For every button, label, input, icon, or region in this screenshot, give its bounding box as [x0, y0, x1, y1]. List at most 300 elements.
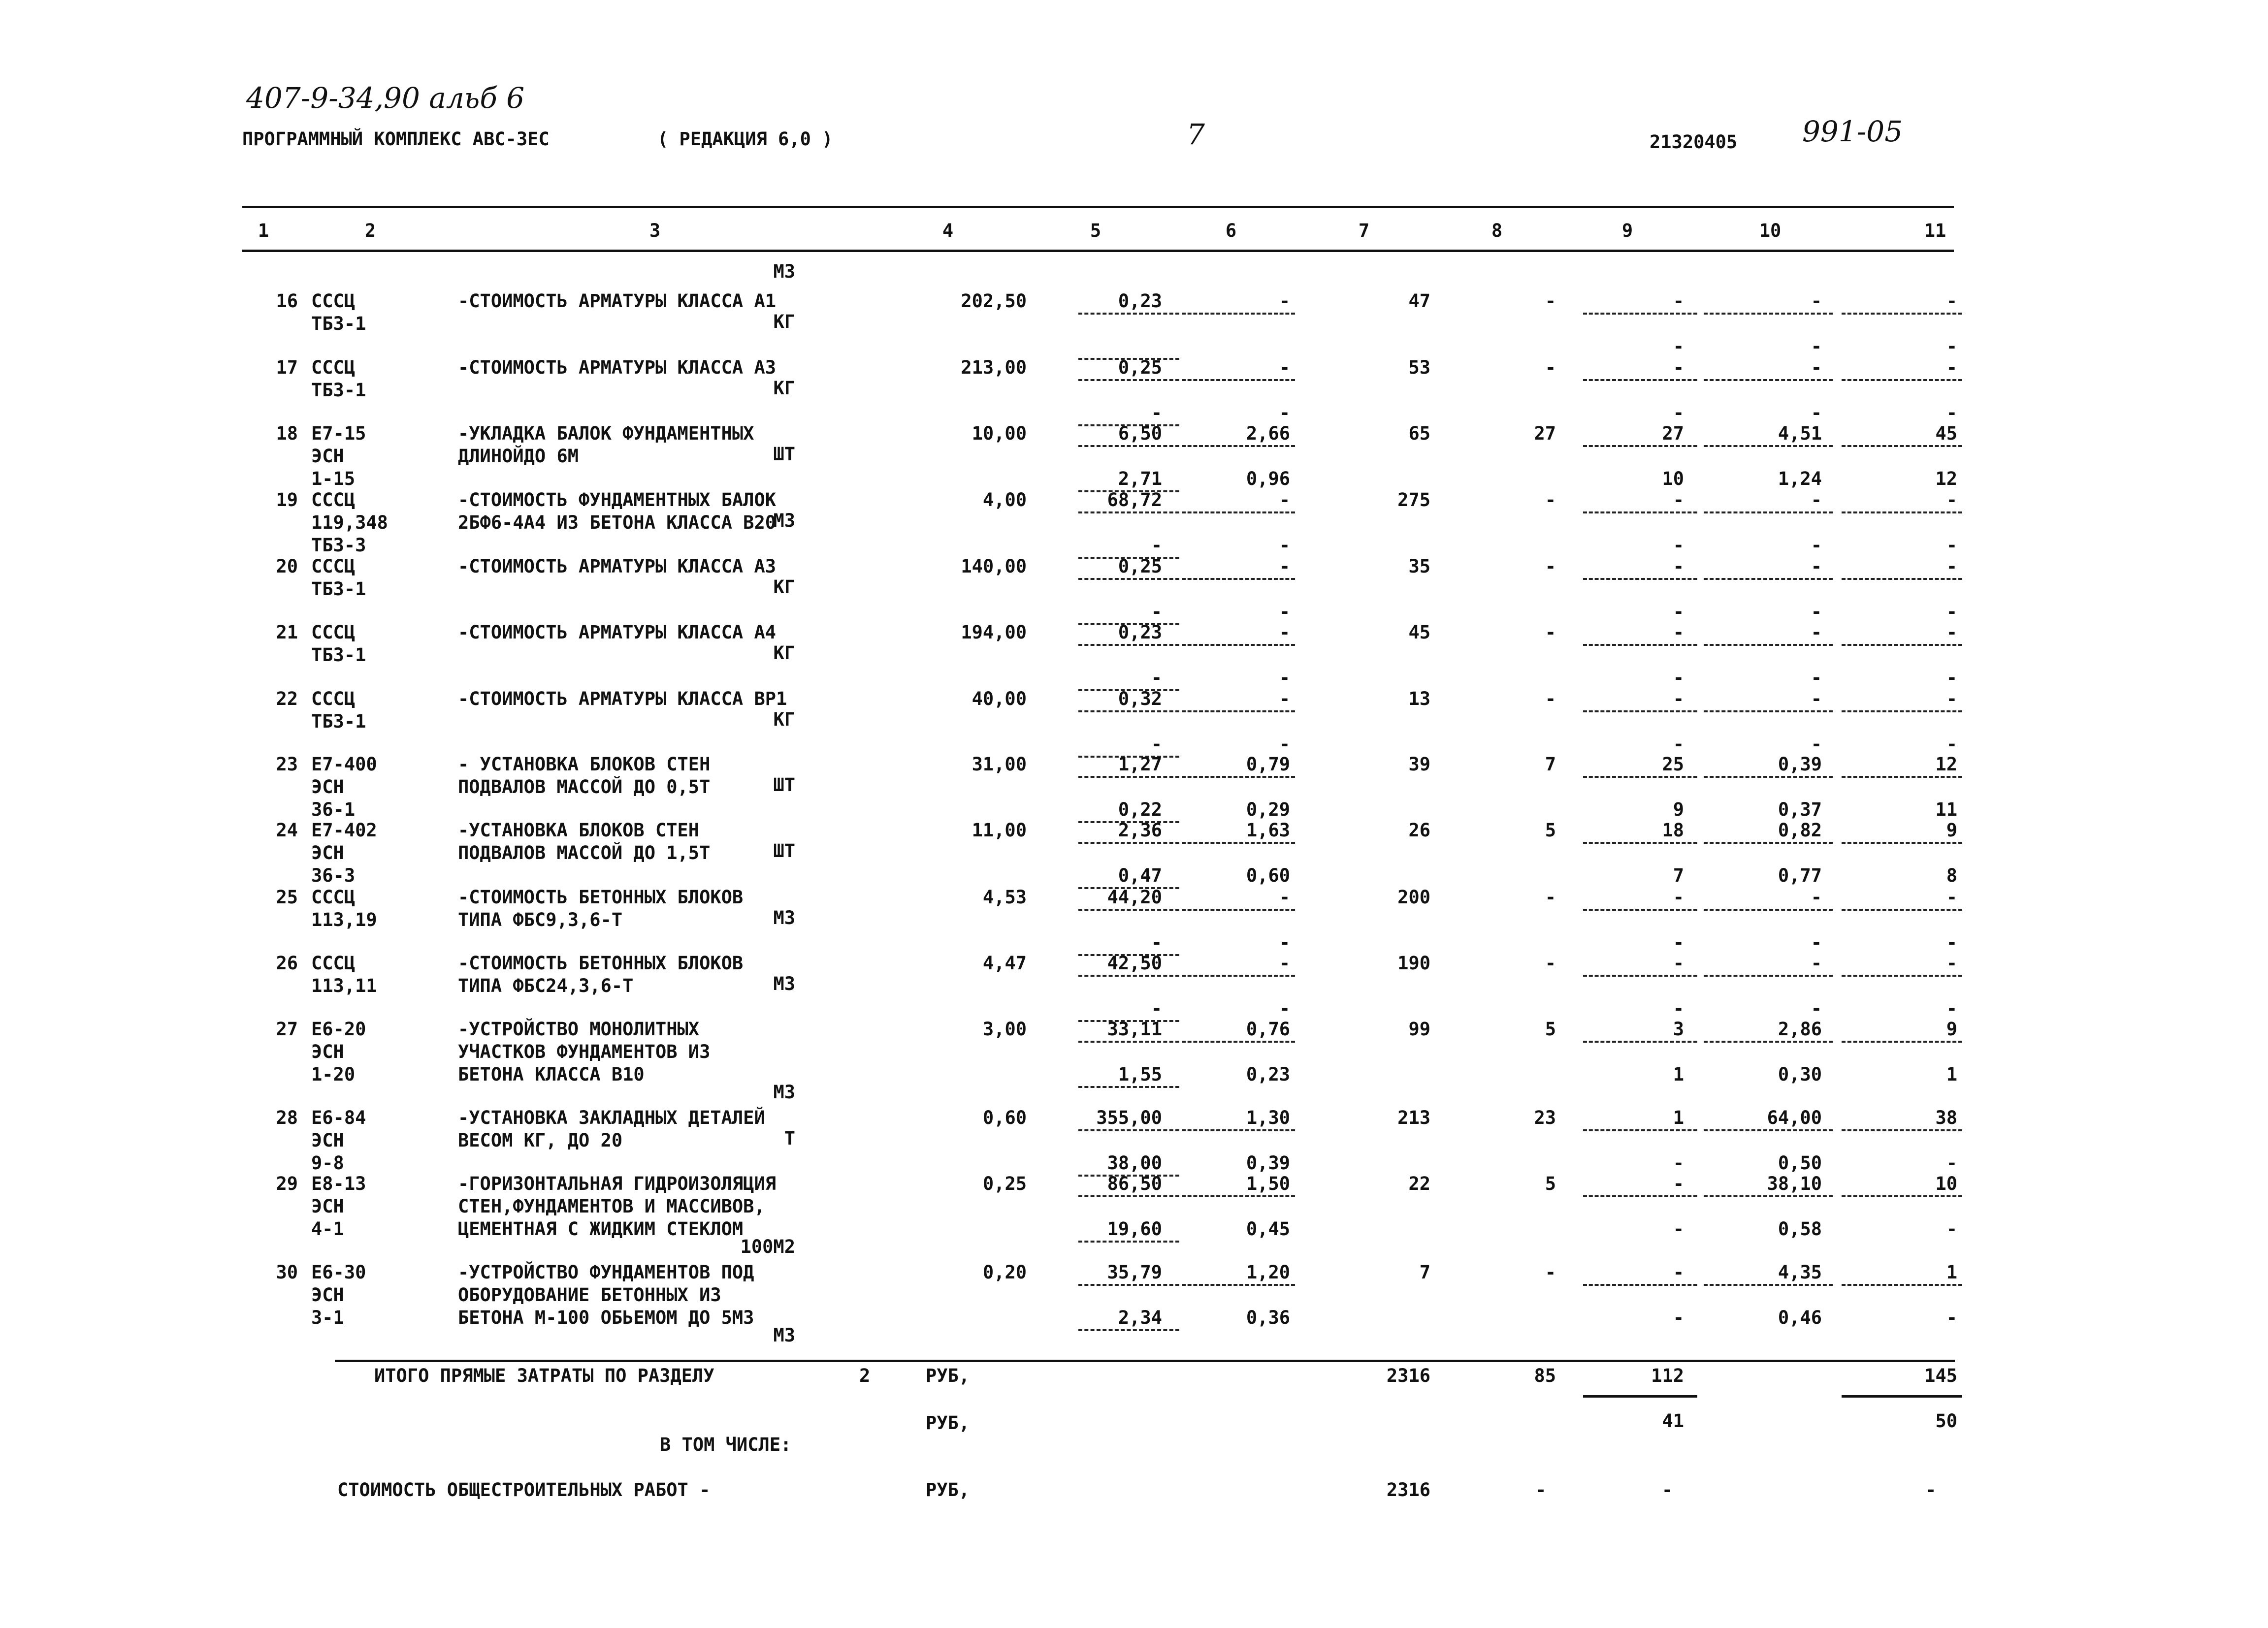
cell-rule [1583, 1284, 1697, 1286]
rate-code: ЭСН [311, 1284, 344, 1306]
quantity: 3,00 [982, 1019, 1027, 1040]
general-works-wage: - [1535, 1479, 1547, 1500]
total-wage: 27 [1534, 423, 1556, 444]
unit-cost: 35,79 [1107, 1262, 1162, 1283]
rate-code: СССЦ [311, 887, 356, 908]
total-wage: - [1545, 290, 1556, 312]
work-description: -СТОИМОСТЬ БЕТОННЫХ БЛОКОВ [458, 953, 744, 974]
total-cost: 47 [1408, 290, 1430, 312]
rate-code: ТБЗ-3 [311, 535, 366, 556]
quantity: 0,25 [982, 1173, 1027, 1194]
unit-label: КГ [773, 311, 795, 332]
total-cost: 26 [1408, 820, 1430, 841]
machine-total: 25 [1662, 754, 1684, 775]
unit-cost: 355,00 [1096, 1107, 1162, 1128]
cell-rule [1704, 842, 1833, 844]
unit-cost: 68,72 [1107, 489, 1162, 511]
cell-rule [1583, 1195, 1697, 1197]
rate-code: ЭСН [311, 776, 344, 798]
cell-rule [1704, 511, 1833, 513]
work-description: -СТОИМОСТЬ БЕТОННЫХ БЛОКОВ [458, 887, 744, 908]
rate-code: Е7-15 [311, 423, 366, 444]
total-wage: - [1545, 556, 1556, 577]
unit-label: М3 [773, 907, 795, 928]
unit-label: ШТ [773, 774, 795, 796]
totals-wage: 85 [1534, 1365, 1556, 1386]
labor-per-unit-2: 0,50 [1778, 1152, 1822, 1174]
unit-wage: - [1151, 535, 1162, 556]
labor-total-2: - [1946, 1218, 1957, 1240]
row-number: 18 [276, 423, 298, 444]
cell-rule [1182, 578, 1295, 580]
labor-total: - [1946, 556, 1957, 577]
row-number: 29 [276, 1173, 298, 1194]
cell-rule [1583, 975, 1697, 977]
machine-total: 27 [1662, 423, 1684, 444]
cell-rule [1842, 644, 1962, 646]
machine-wage: 0,45 [1246, 1218, 1290, 1240]
machine-total: 1 [1673, 1107, 1684, 1128]
labor-per-unit: - [1811, 290, 1822, 312]
unit-cost: 86,50 [1107, 1173, 1162, 1194]
cell-rule [1182, 909, 1295, 911]
cell-rule [1842, 379, 1962, 381]
unit-wage: - [1151, 932, 1162, 953]
machine-total-wage: 7 [1673, 865, 1684, 886]
cell-rule [1078, 1241, 1179, 1243]
quantity: 0,20 [982, 1262, 1027, 1283]
rate-code: ТБЗ-1 [311, 711, 366, 732]
work-description: -СТОИМОСТЬ АРМАТУРЫ КЛАССА ВР1 [458, 688, 787, 709]
machine-total-wage: - [1673, 734, 1684, 755]
labor-total-2: - [1946, 336, 1957, 357]
labor-per-unit: - [1811, 688, 1822, 709]
labor-per-unit: - [1811, 887, 1822, 908]
row-number: 21 [276, 622, 298, 643]
rate-code: СССЦ [311, 290, 356, 312]
unit-cost: 2,36 [1118, 820, 1162, 841]
rate-code: Е6-20 [311, 1019, 366, 1040]
total-wage: - [1545, 953, 1556, 974]
unit-cost: 0,32 [1118, 688, 1162, 709]
labor-total-2: - [1946, 998, 1957, 1019]
rate-code: 9-8 [311, 1152, 344, 1174]
rate-code: ТБЗ-1 [311, 644, 366, 666]
cell-rule [1078, 1041, 1179, 1043]
totals-labor: 145 [1924, 1365, 1957, 1386]
quantity: 4,47 [982, 953, 1027, 974]
machine-total-wage: - [1673, 336, 1684, 357]
labor-per-unit-2: 0,37 [1778, 799, 1822, 820]
machine-total-wage: 9 [1673, 799, 1684, 820]
total-cost: 35 [1408, 556, 1430, 577]
labor-total-2: - [1946, 402, 1957, 423]
machine-total-wage: - [1673, 932, 1684, 953]
work-description: ПОДВАЛОВ МАССОЙ ДО 1,5Т [458, 842, 711, 863]
total-wage: 5 [1545, 1019, 1556, 1040]
unit-wage: 0,22 [1118, 799, 1162, 820]
labor-per-unit: 64,00 [1767, 1107, 1822, 1128]
cell-rule [1078, 1329, 1179, 1331]
machine-cost: 1,20 [1246, 1262, 1290, 1283]
cell-rule [1078, 1284, 1179, 1286]
machine-total-wage: - [1673, 601, 1684, 622]
cell-rule [1078, 710, 1179, 712]
machine-wage: 0,23 [1246, 1064, 1290, 1085]
row-number: 24 [276, 820, 298, 841]
quantity: 194,00 [961, 622, 1027, 643]
currency-label: РУБ, [926, 1412, 970, 1434]
work-description: -СТОИМОСТЬ АРМАТУРЫ КЛАССА А1 [458, 290, 777, 312]
unit-label: М3 [773, 261, 795, 282]
row-number: 22 [276, 688, 298, 709]
unit-label: КГ [773, 576, 795, 598]
rate-code: 4-1 [311, 1218, 344, 1240]
machine-cost: - [1279, 556, 1290, 577]
labor-per-unit: 0,82 [1778, 820, 1822, 841]
cell-rule [1182, 445, 1295, 447]
unit-cost: 0,25 [1118, 556, 1162, 577]
work-description: -СТОИМОСТЬ АРМАТУРЫ КЛАССА А4 [458, 622, 777, 643]
unit-cost: 0,23 [1118, 290, 1162, 312]
totals-subrule [1842, 1395, 1962, 1398]
rate-code: 36-1 [311, 799, 356, 820]
unit-wage: - [1151, 402, 1162, 423]
cell-rule [1842, 1195, 1962, 1197]
machine-wage: 0,60 [1246, 865, 1290, 886]
rate-code: СССЦ [311, 556, 356, 577]
machine-wage: - [1279, 402, 1290, 423]
rate-code: СССЦ [311, 953, 356, 974]
machine-total: - [1673, 622, 1684, 643]
machine-total: 18 [1662, 820, 1684, 841]
cell-rule [1182, 1284, 1295, 1286]
work-description: -УСТАНОВКА ЗАКЛАДНЫХ ДЕТАЛЕЙ [458, 1107, 765, 1128]
quantity: 11,00 [972, 820, 1027, 841]
work-description: - УСТАНОВКА БЛОКОВ СТЕН [458, 754, 711, 775]
quantity: 4,53 [982, 887, 1027, 908]
labor-total: - [1946, 290, 1957, 312]
row-number: 28 [276, 1107, 298, 1128]
cell-rule [1704, 445, 1833, 447]
unit-wage: - [1151, 667, 1162, 688]
row-number: 17 [276, 357, 298, 378]
cell-rule [1842, 909, 1962, 911]
unit-label: М3 [773, 973, 795, 994]
unit-cost: 33,11 [1107, 1019, 1162, 1040]
machine-wage: - [1279, 601, 1290, 622]
machine-cost: - [1279, 953, 1290, 974]
labor-per-unit: 4,35 [1778, 1262, 1822, 1283]
work-description: -УКЛАДКА БАЛОК ФУНДАМЕНТНЫХ [458, 423, 754, 444]
column-header-9: 9 [1621, 220, 1633, 241]
rate-code: СССЦ [311, 357, 356, 378]
total-wage: - [1545, 1262, 1556, 1283]
totals-rule [335, 1360, 1955, 1362]
cell-rule [1704, 710, 1833, 712]
unit-label: М3 [773, 1325, 795, 1346]
column-header-3: 3 [649, 220, 661, 241]
work-description: ЦЕМЕНТНАЯ С ЖИДКИМ СТЕКЛОМ [458, 1218, 744, 1240]
work-description: ВЕСОМ КГ, ДО 20 [458, 1130, 623, 1151]
total-wage: 23 [1534, 1107, 1556, 1128]
labor-per-unit-2: - [1811, 601, 1822, 622]
rate-code: Е7-402 [311, 820, 377, 841]
total-wage: - [1545, 688, 1556, 709]
cell-rule [1583, 379, 1697, 381]
cell-rule [1704, 975, 1833, 977]
labor-total: - [1946, 357, 1957, 378]
column-header-11: 11 [1924, 220, 1946, 241]
cell-rule [1704, 578, 1833, 580]
cell-rule [1583, 710, 1697, 712]
work-description: ТИПА ФБС24,3,6-Т [458, 975, 634, 996]
cell-rule [1842, 445, 1962, 447]
total-wage: - [1545, 887, 1556, 908]
rate-code: 113,19 [311, 909, 377, 930]
machine-cost: - [1279, 290, 1290, 312]
cell-rule [1842, 578, 1962, 580]
cell-rule [1078, 511, 1179, 513]
total-cost: 53 [1408, 357, 1430, 378]
total-cost: 13 [1408, 688, 1430, 709]
cell-rule [1704, 776, 1833, 778]
unit-label: М3 [773, 510, 795, 531]
work-description: -УСТАНОВКА БЛОКОВ СТЕН [458, 820, 700, 841]
cell-rule [1078, 842, 1179, 844]
total-wage: - [1545, 489, 1556, 511]
cell-rule [1583, 644, 1697, 646]
work-description: БЕТОНА КЛАССА В10 [458, 1064, 645, 1085]
handwritten-code: 991-05 [1802, 115, 1903, 148]
row-number: 20 [276, 556, 298, 577]
rate-code: Е7-400 [311, 754, 377, 775]
cell-rule [1078, 445, 1179, 447]
machine-cost: 1,63 [1246, 820, 1290, 841]
column-header-2: 2 [364, 220, 376, 241]
cell-rule [1182, 710, 1295, 712]
machine-wage: - [1279, 932, 1290, 953]
including-label: В ТОМ ЧИСЛЕ: [660, 1434, 792, 1455]
unit-label: ШТ [773, 444, 795, 465]
unit-label: 100М2 [740, 1236, 795, 1257]
machine-total-wage: - [1673, 1218, 1684, 1240]
quantity: 202,50 [961, 290, 1027, 312]
work-description: ОБОРУДОВАНИЕ БЕТОННЫХ ИЗ [458, 1284, 721, 1306]
unit-wage: 2,34 [1118, 1307, 1162, 1328]
work-description: -СТОИМОСТЬ ФУНДАМЕНТНЫХ БАЛОК [458, 489, 777, 511]
column-header-5: 5 [1090, 220, 1102, 241]
quantity: 4,00 [982, 489, 1027, 511]
cell-rule [1078, 909, 1179, 911]
total-wage: 5 [1545, 1173, 1556, 1194]
section-number: 2 [859, 1365, 871, 1386]
labor-per-unit: 2,86 [1778, 1019, 1822, 1040]
labor-total: 10 [1935, 1173, 1957, 1194]
cell-rule [1078, 776, 1179, 778]
labor-total: 9 [1946, 1019, 1957, 1040]
total-wage: 7 [1545, 754, 1556, 775]
cell-rule [1583, 1129, 1697, 1131]
labor-total: 38 [1935, 1107, 1957, 1128]
column-header-6: 6 [1225, 220, 1237, 241]
labor-total-2: 11 [1935, 799, 1957, 820]
total-wage: - [1545, 357, 1556, 378]
labor-total: 1 [1946, 1262, 1957, 1283]
rate-code: 119,348 [311, 512, 388, 533]
cell-rule [1583, 445, 1697, 447]
work-description: БЕТОНА М-100 ОБЬЕМОМ ДО 5М3 [458, 1307, 754, 1328]
unit-cost: 0,25 [1118, 357, 1162, 378]
machine-wage: - [1279, 734, 1290, 755]
labor-total-2: 1 [1946, 1064, 1957, 1085]
cell-rule [1842, 313, 1962, 315]
machine-total-wage: - [1673, 535, 1684, 556]
cell-rule [1078, 313, 1179, 315]
cell-rule [1182, 313, 1295, 315]
machine-total: 3 [1673, 1019, 1684, 1040]
machine-cost: 0,79 [1246, 754, 1290, 775]
totals-labor-wage: 50 [1935, 1410, 1957, 1432]
unit-wage: 2,71 [1118, 468, 1162, 489]
machine-wage: 0,39 [1246, 1152, 1290, 1174]
labor-total-2: 12 [1935, 468, 1957, 489]
rate-code: 1-15 [311, 468, 356, 489]
work-description: -СТОИМОСТЬ АРМАТУРЫ КЛАССА А3 [458, 357, 777, 378]
cell-rule [1583, 842, 1697, 844]
labor-total-2: - [1946, 601, 1957, 622]
row-number: 26 [276, 953, 298, 974]
machine-cost: 1,30 [1246, 1107, 1290, 1128]
work-description: 2БФ6-4А4 ИЗ БЕТОНА КЛАССА В20 [458, 512, 777, 533]
cell-rule [1583, 578, 1697, 580]
rate-code: Е6-84 [311, 1107, 366, 1128]
cell-rule [1842, 975, 1962, 977]
machine-total: - [1673, 290, 1684, 312]
labor-total-2: - [1946, 667, 1957, 688]
machine-wage: - [1279, 998, 1290, 1019]
cell-rule [1182, 511, 1295, 513]
unit-label: КГ [773, 378, 795, 399]
rate-code: ТБЗ-1 [311, 380, 366, 401]
general-works-label: СТОИМОСТЬ ОБЩЕСТРОИТЕЛЬНЫХ РАБОТ - [337, 1479, 711, 1500]
cell-rule [1078, 379, 1179, 381]
rate-code: Е6-30 [311, 1262, 366, 1283]
machine-total: - [1673, 556, 1684, 577]
general-works-machine: - [1662, 1479, 1673, 1500]
machine-cost: 2,66 [1246, 423, 1290, 444]
work-description: -УСТРОЙСТВО МОНОЛИТНЫХ [458, 1019, 700, 1040]
cell-rule [1704, 1041, 1833, 1043]
rate-code: ЭСН [311, 1041, 344, 1062]
totals-subrule [1583, 1395, 1697, 1398]
cell-rule [1078, 644, 1179, 646]
labor-per-unit-2: - [1811, 734, 1822, 755]
machine-cost: - [1279, 688, 1290, 709]
machine-total: - [1673, 489, 1684, 511]
labor-per-unit-2: 0,46 [1778, 1307, 1822, 1328]
machine-cost: - [1279, 357, 1290, 378]
cell-rule [1078, 1129, 1179, 1131]
labor-per-unit: - [1811, 489, 1822, 511]
labor-total-2: - [1946, 1307, 1957, 1328]
cell-rule [1583, 511, 1697, 513]
labor-per-unit-2: 0,77 [1778, 865, 1822, 886]
labor-total: - [1946, 953, 1957, 974]
row-number: 19 [276, 489, 298, 511]
rate-code: СССЦ [311, 622, 356, 643]
column-header-1: 1 [258, 220, 269, 241]
machine-cost: - [1279, 622, 1290, 643]
labor-total: 12 [1935, 754, 1957, 775]
unit-cost: 6,50 [1118, 423, 1162, 444]
edition-label: ( РЕДАКЦИЯ 6,0 ) [657, 128, 833, 150]
labor-per-unit: 4,51 [1778, 423, 1822, 444]
total-cost: 200 [1397, 887, 1430, 908]
machine-total-wage: - [1673, 667, 1684, 688]
labor-total-2: - [1946, 535, 1957, 556]
cell-rule [1704, 644, 1833, 646]
machine-cost: 0,76 [1246, 1019, 1290, 1040]
machine-total-wage: - [1673, 998, 1684, 1019]
labor-per-unit-2: 1,24 [1778, 468, 1822, 489]
unit-label: ШТ [773, 840, 795, 862]
table-header-rule [242, 250, 1954, 252]
unit-cost: 42,50 [1107, 953, 1162, 974]
column-header-10: 10 [1759, 220, 1782, 241]
unit-wage: - [1151, 601, 1162, 622]
cell-rule [1182, 644, 1295, 646]
unit-label: М3 [773, 1082, 795, 1103]
work-description: СТЕН,ФУНДАМЕНТОВ И МАССИВОВ, [458, 1196, 765, 1217]
document-code: 21320405 [1650, 131, 1738, 153]
work-description: -СТОИМОСТЬ АРМАТУРЫ КЛАССА А3 [458, 556, 777, 577]
cell-rule [1842, 1129, 1962, 1131]
cell-rule [1182, 1041, 1295, 1043]
cell-rule [1182, 975, 1295, 977]
unit-cost: 1,27 [1118, 754, 1162, 775]
column-header-7: 7 [1358, 220, 1370, 241]
total-cost: 275 [1397, 489, 1430, 511]
quantity: 213,00 [961, 357, 1027, 378]
work-description: ПОДВАЛОВ МАССОЙ ДО 0,5Т [458, 776, 711, 798]
machine-total: - [1673, 688, 1684, 709]
rate-code: ЭСН [311, 1196, 344, 1217]
cell-rule [1842, 1041, 1962, 1043]
rate-code: ТБЗ-1 [311, 578, 366, 600]
table-top-rule [242, 206, 1954, 208]
total-wage: - [1545, 622, 1556, 643]
labor-per-unit-2: 0,30 [1778, 1064, 1822, 1085]
rate-code: ЭСН [311, 446, 344, 467]
labor-per-unit: 0,39 [1778, 754, 1822, 775]
unit-label: КГ [773, 642, 795, 664]
machine-total-wage: - [1673, 1152, 1684, 1174]
work-description: -УСТРОЙСТВО ФУНДАМЕНТОВ ПОД [458, 1262, 754, 1283]
currency-label: РУБ, [926, 1479, 970, 1500]
machine-total-wage: - [1673, 1307, 1684, 1328]
cell-rule [1583, 776, 1697, 778]
labor-per-unit: - [1811, 953, 1822, 974]
rate-code: ТБЗ-1 [311, 313, 366, 334]
totals-cost: 2316 [1386, 1365, 1430, 1386]
labor-per-unit-2: - [1811, 932, 1822, 953]
labor-per-unit-2: - [1811, 402, 1822, 423]
quantity: 140,00 [961, 556, 1027, 577]
rate-code: 1-20 [311, 1064, 356, 1085]
row-number: 30 [276, 1262, 298, 1283]
unit-wage: - [1151, 998, 1162, 1019]
